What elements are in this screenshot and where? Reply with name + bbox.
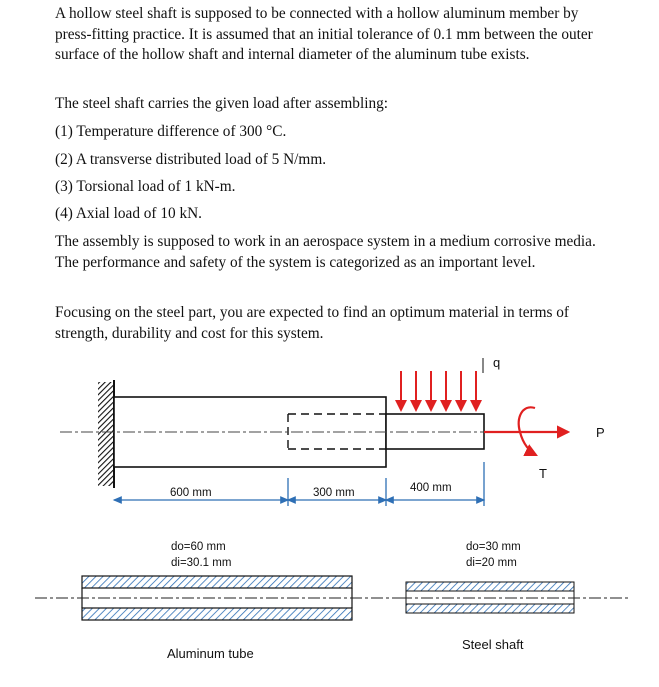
load-item-4: (4) Axial load of 10 kN. (55, 205, 202, 222)
distributed-load-label: q (493, 355, 501, 370)
axial-load-label: P (596, 425, 605, 440)
intro-paragraph: A hollow steel shaft is supposed to be connected with a hollow aluminum member by press-fitting practice. It is assumed that an initial tolerance of 0.1 mm between the outer surface of the hollow shaft and internal diameter of the aluminum tube exists. (55, 5, 593, 63)
dimension-600-label: 600 mm (170, 487, 212, 499)
steel-shaft-caption: Steel shaft (462, 637, 524, 652)
fixed-support (98, 380, 114, 488)
loads-heading: The steel shaft carries the given load after assembling: (55, 95, 389, 112)
load-item-1: (1) Temperature difference of 300 °C. (55, 123, 287, 140)
dimension-300-label: 300 mm (313, 487, 355, 499)
environment-paragraph: The assembly is supposed to work in an aerospace system in a medium corrosive media. The performance and safety of the system is categorized as an important level. (55, 233, 596, 271)
distributed-load-arrows (401, 358, 483, 410)
aluminum-outer-diameter: do=60 mm (171, 541, 226, 553)
task-paragraph: Focusing on the steel part, you are expected to find an optimum material in terms of strength, durability and cost for this system. (55, 304, 570, 342)
steel-outer-diameter: do=30 mm (466, 541, 521, 553)
aluminum-inner-diameter: di=30.1 mm (171, 557, 232, 569)
steel-shaft-body (386, 414, 484, 449)
torque-label: T (539, 466, 547, 481)
load-item-2: (2) A transverse distributed load of 5 N/mm. (55, 151, 327, 168)
steel-inner-diameter: di=20 mm (466, 557, 517, 569)
dimension-400-label: 400 mm (410, 482, 452, 494)
load-item-3: (3) Torsional load of 1 kN-m. (55, 178, 236, 195)
aluminum-tube-caption: Aluminum tube (167, 646, 254, 661)
